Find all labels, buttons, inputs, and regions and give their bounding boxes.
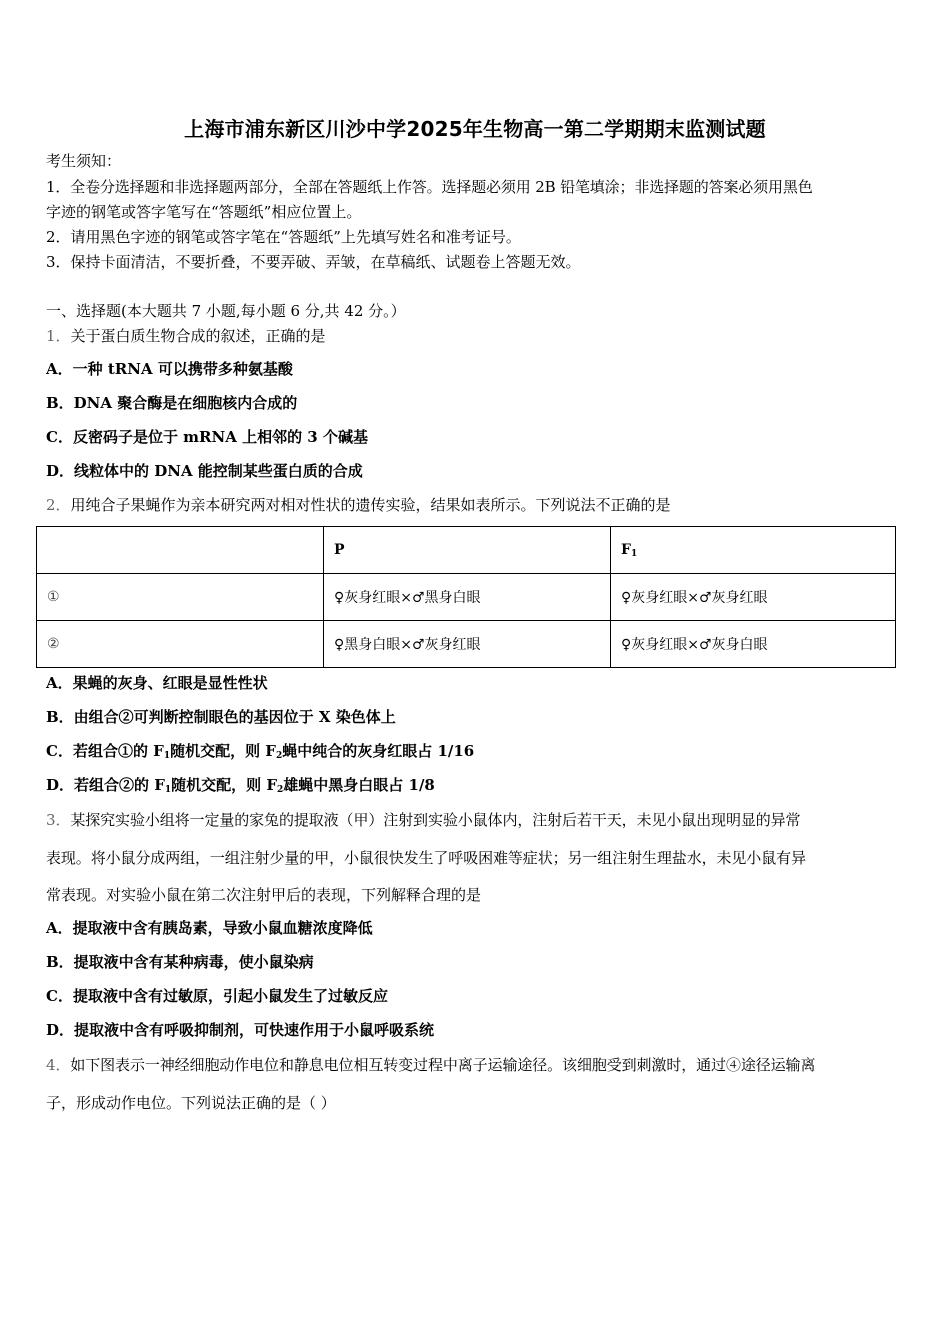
question-3-stem-line-1 xyxy=(46,810,800,830)
question-2-number: 2． xyxy=(46,496,71,514)
table-cell-f1: ♀灰身红眼×♂灰身红眼 xyxy=(611,574,896,621)
question-1-text: 关于蛋白质生物合成的叙述，正确的是 xyxy=(70,327,326,345)
question-2-option-c xyxy=(46,741,474,766)
table-row xyxy=(37,621,896,668)
question-2-stem xyxy=(46,495,671,515)
question-3-stem-line-3: 常表现。对实验小鼠在第二次注射甲后的表现，下列解释合理的是 xyxy=(46,886,482,904)
question-3-option-d: D．提取液中含有呼吸抑制剂，可快速作用于小鼠呼吸系统 xyxy=(46,1021,435,1039)
notice-item-3: 3．保持卡面清洁，不要折叠，不要弄破、弄皱，在草稿纸、试题卷上答题无效。 xyxy=(46,253,581,271)
question-4-stem-line-1 xyxy=(46,1055,815,1075)
question-1-option-d: D．线粒体中的 DNA 能控制某些蛋白质的合成 xyxy=(46,462,363,480)
option-d-text-1: D．若组合②的 F xyxy=(46,776,165,794)
question-2-option-d xyxy=(46,775,435,800)
genetics-table xyxy=(36,526,896,668)
question-2-option-b: B．由组合②可判断控制眼色的基因位于 X 染色体上 xyxy=(46,708,396,726)
question-3-stem-line-2: 表现。将小鼠分成两组，一组注射少量的甲，小鼠很快发生了呼吸困难等症状；另一组注射生理盐水，未见小鼠有异 xyxy=(46,849,806,867)
option-d-text-3: 雄蝇中黑身白眼占 1/8 xyxy=(283,776,435,794)
table-header-p: P xyxy=(324,527,611,574)
table-header-f1 xyxy=(611,527,896,574)
question-1-option-b: B．DNA 聚合酶是在细胞核内合成的 xyxy=(46,394,298,412)
question-1-stem xyxy=(46,326,326,346)
table-cell-p: ♀灰身红眼×♂黑身白眼 xyxy=(324,574,611,621)
option-d-sub-2: 2 xyxy=(277,785,284,795)
notice-item-1-line-1: 1．全卷分选择题和非选择题两部分，全部在答题纸上作答。选择题必须用 2B 铅笔填涂；非选择题的答案必须用黑色 xyxy=(46,178,813,196)
option-c-sub-2: 2 xyxy=(275,751,283,761)
table-header-row xyxy=(37,527,896,574)
question-1-number: 1． xyxy=(46,327,71,345)
question-3-option-c: C．提取液中含有过敏原，引起小鼠发生了过敏反应 xyxy=(46,987,388,1005)
table-row xyxy=(37,574,896,621)
option-c-sub-1: 1 xyxy=(163,751,171,761)
option-d-text-2: 随机交配，则 F xyxy=(171,776,278,794)
question-3-text-1: 某探究实验小组将一定量的家兔的提取液（甲）注射到实验小鼠体内，注射后若干天，未见小鼠出现明显的异常 xyxy=(70,811,801,829)
table-row-label: ② xyxy=(37,621,324,668)
question-1-option-c: C．反密码子是位于 mRNA 上相邻的 3 个碱基 xyxy=(46,428,368,446)
option-c-text-1: C．若组合①的 F xyxy=(46,742,164,760)
table-header-empty xyxy=(37,527,324,574)
table-header-f1-main: F xyxy=(621,541,631,558)
question-1-option-a: A．一种 tRNA 可以携带多种氨基酸 xyxy=(46,360,293,378)
table-cell-f1: ♀灰身红眼×♂灰身白眼 xyxy=(611,621,896,668)
table-cell-p: ♀黑身白眼×♂灰身红眼 xyxy=(324,621,611,668)
exam-title: 上海市浦东新区川沙中学2025年生物高一第二学期期末监测试题 xyxy=(184,117,766,141)
option-d-sub-1: 1 xyxy=(164,785,172,795)
section-heading: 一、选择题(本大题共 7 小题,每小题 6 分,共 42 分。） xyxy=(46,302,406,320)
notice-item-2: 2．请用黑色字迹的钢笔或答字笔在“答题纸”上先填写姓名和准考证号。 xyxy=(46,228,521,246)
question-4-number: 4． xyxy=(46,1056,71,1074)
table-header-f1-sub: 1 xyxy=(630,548,638,559)
question-4-stem-line-2: 子，形成动作电位。下列说法正确的是（ ） xyxy=(46,1094,336,1112)
question-3-option-b: B．提取液中含有某种病毒，使小鼠染病 xyxy=(46,953,314,971)
question-2-text: 用纯合子果蝇作为亲本研究两对相对性状的遗传实验，结果如表所示。下列说法不正确的是 xyxy=(70,496,671,514)
notice-item-1-line-2: 字迹的钢笔或答字笔写在“答题纸”相应位置上。 xyxy=(46,203,362,221)
question-3-number: 3． xyxy=(46,811,71,829)
table-row-label: ① xyxy=(37,574,324,621)
question-4-text-1: 如下图表示一神经细胞动作电位和静息电位相互转变过程中离子运输途径。该细胞受到刺激时，通过④途径运输离 xyxy=(70,1056,816,1074)
question-2-option-a: A．果蝇的灰身、红眼是显性性状 xyxy=(46,674,268,692)
option-c-text-2: 随机交配，则 F xyxy=(170,742,276,760)
notice-heading: 考生须知： xyxy=(46,152,122,170)
option-c-text-3: 蝇中纯合的灰身红眼占 1/16 xyxy=(282,742,475,760)
question-3-option-a: A．提取液中含有胰岛素，导致小鼠血糖浓度降低 xyxy=(46,919,373,937)
